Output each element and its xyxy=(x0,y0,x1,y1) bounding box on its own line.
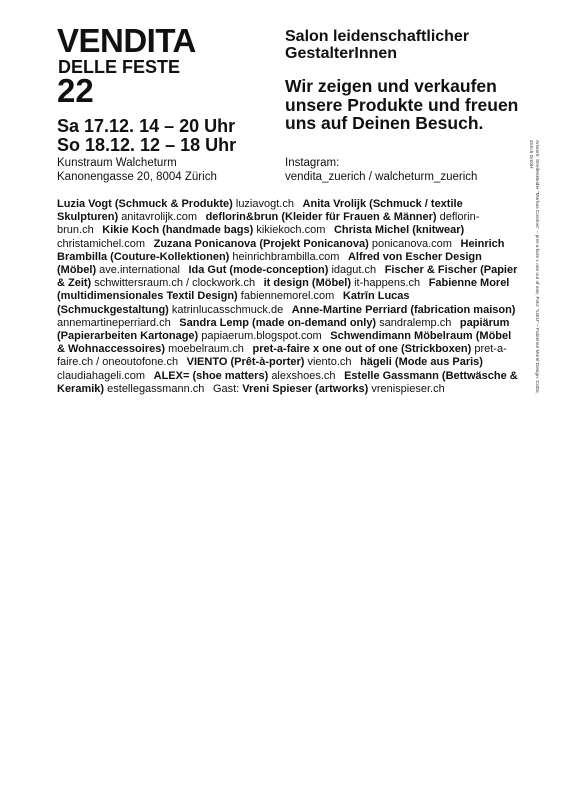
exhibitor-name: Ida Gut (mode-conception) xyxy=(188,264,329,277)
exhibitor-url: alexshoes.ch xyxy=(271,369,336,382)
exhibitor-url: estellegassmann.ch xyxy=(107,382,205,395)
exhibitor-name: pret-a-faire x one out of one (Strickboxen) xyxy=(252,343,472,356)
instagram-block xyxy=(285,156,477,184)
guest-label: Gast: xyxy=(212,382,240,395)
exhibitor-name: Fabienne Morel (multidimensionales Textil Design) xyxy=(57,277,510,303)
exhibitor-url: pret-a-faire.ch / oneoutofone.ch xyxy=(57,343,507,369)
exhibitor-url: claudiahageli.com xyxy=(57,369,146,382)
exhibitor-name: deflorin&brun (Kleider für Frauen & Männer) xyxy=(205,211,437,224)
exhibitor-name: Heinrich Brambilla (Couture-Kollektionen) xyxy=(57,237,505,263)
guest-url: vrenispieser.ch xyxy=(371,382,445,395)
exhibitor-url: deflorin-brun.ch xyxy=(57,211,480,237)
exhibitor-url: luziavogt.ch xyxy=(235,198,294,210)
instagram-label: Instagram: xyxy=(285,157,340,169)
instagram-handles: vendita_zuerich / walcheturm_zuerich xyxy=(285,171,478,183)
exhibitor-url: it-happens.ch xyxy=(354,277,421,290)
exhibitor-url: fabiennemorel.com xyxy=(240,290,335,303)
exhibitor-name: papiärum (Papierarbeiten Kartonage) xyxy=(57,316,510,343)
exhibitor-url: idagut.ch xyxy=(331,264,377,277)
venue-name: Kunstraum Walcheturm xyxy=(57,157,177,169)
exhibitor-name: Anne-Martine Perriard (fabrication maison) xyxy=(291,303,516,316)
guest-name: Vreni Spieser (artworks) xyxy=(242,382,369,395)
event-year: 22 xyxy=(57,72,94,109)
exhibitor-name: Alfred von Escher Design (Möbel) xyxy=(57,250,482,277)
exhibitor-name: Christa Michel (knitwear) xyxy=(333,224,465,237)
exhibitor-name: hägeli (Mode aus Paris) xyxy=(360,356,483,369)
exhibitor-url: viento.ch xyxy=(307,356,352,369)
event-title: VENDITA xyxy=(57,22,196,59)
date-sunday: So 18.12. 12 – 18 Uhr xyxy=(57,134,237,155)
event-dates xyxy=(57,117,236,154)
exhibitor-name: Schwendimann Möbelraum (Möbel & Wohnaccessoires) xyxy=(57,330,512,356)
exhibitor-name: Luzia Vogt (Schmuck & Produkte) xyxy=(57,198,233,210)
exhibitor-name: Estelle Gassmann (Bettwäsche & Keramik) xyxy=(57,369,518,395)
exhibitor-url: annemartineperriard.ch xyxy=(57,316,171,329)
exhibitor-url: papiaerum.blogspot.com xyxy=(201,330,322,343)
event-subtitle: DELLE FESTE xyxy=(58,57,181,77)
venue-address: Kanonengasse 20, 8004 Zürich xyxy=(57,171,217,183)
exhibitor-url: moebelraum.ch xyxy=(168,343,244,356)
exhibitor-url: heinrichbrambilla.com xyxy=(232,250,340,263)
exhibitor-url: kikiekoch.com xyxy=(256,224,326,237)
exhibitor-name: Fischer & Fischer (Papier & Zeit) xyxy=(57,264,518,290)
exhibitor-url: ponicanova.com xyxy=(371,237,452,250)
exhibitor-url: christamichel.com xyxy=(57,237,146,250)
exhibitor-name: Anita Vrolijk (Schmuck / textile Skulpturen) xyxy=(57,198,463,224)
exhibitor-url: schwittersraum.ch / clockwork.ch xyxy=(94,277,256,290)
exhibitor-name: ALEX= (shoe matters) xyxy=(153,369,269,382)
exhibitor-url: ave.international xyxy=(99,264,180,277)
exhibitor-name: VIENTO (Prêt-à-porter) xyxy=(186,356,305,369)
venue-block xyxy=(57,156,217,184)
tagline: Salon leidenschaftlicher GestalterInnen xyxy=(285,28,470,62)
exhibitor-url: sandralemp.ch xyxy=(379,316,452,329)
exhibitor-name: Katrīn Lucas (Schmuckgestaltung) xyxy=(57,290,410,316)
exhibitor-name: Kikie Koch (handmade bags) xyxy=(102,224,254,237)
exhibitor-url: katrinlucasschmuck.de xyxy=(171,303,284,316)
promo-text: Wir zeigen und verkaufen unsere Produkte und freuen uns auf Deinen Besuch. xyxy=(285,76,519,133)
exhibitor-name: Sandra Lemp (made on-demand only) xyxy=(179,316,377,329)
exhibitor-list xyxy=(57,198,519,396)
exhibitor-name: Zuzana Ponicanova (Projekt Ponicanova) xyxy=(153,237,369,250)
exhibitor-url: anitavrolijk.com xyxy=(121,211,197,224)
side-credit: Artwork: Streifenkleider "Morbus Cosmos" – pret-a-faire x one out of one, Foto: "LIEU" – Fabienne Morel Design: CoDe, Zürich GmbH xyxy=(528,140,539,394)
exhibitor-name: it design (Möbel) xyxy=(263,277,352,290)
date-saturday: Sa 17.12. 14 – 20 Uhr xyxy=(57,116,236,136)
